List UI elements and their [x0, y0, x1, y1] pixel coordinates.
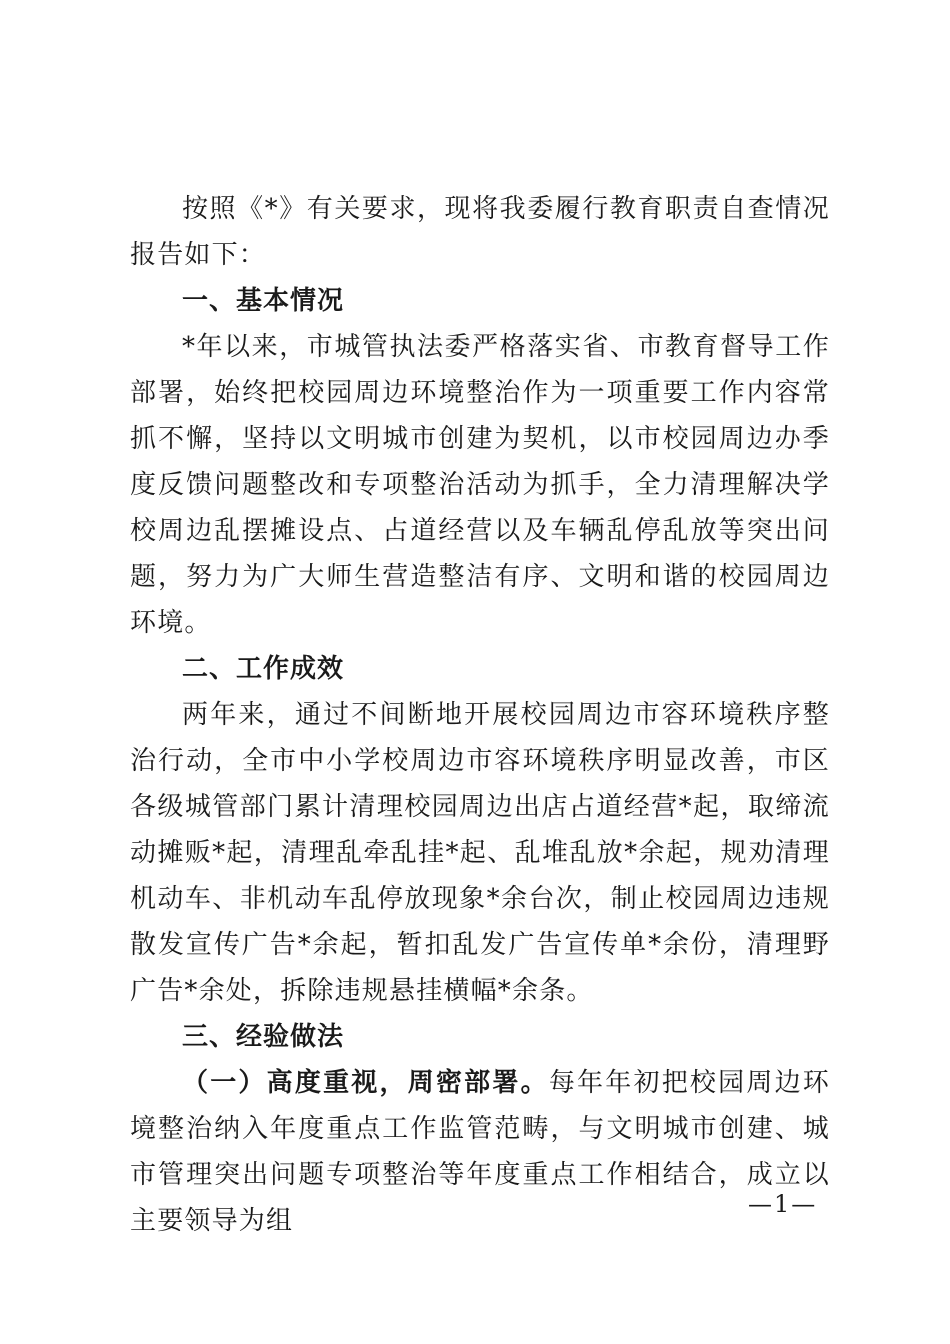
- experience-item-1-body: 每年年初把校园周边环境整治纳入年度重点工作监管范畴，与文明城市创建、城市管理突出问题专项整治等年度重点工作相结合，成立以主要领导为组: [130, 1068, 830, 1236]
- section-heading-experience: 三、经验做法: [182, 1022, 345, 1052]
- document-body: [130, 186, 830, 1244]
- basic-situation-paragraph: *年以来，市城管执法委严格落实省、市教育督导工作部署，始终把校园周边环境整治作为一项重要工作内容常抓不懈，坚持以文明城市创建为契机，以市校园周边办季度反馈问题整改和专项整治活动为抓手，全力清理解决学校周边乱摆摊设点、占道经营以及车辆乱停乱放等突出问题，努力为广大师生营造整洁有序、文明和谐的校园周边环境。: [130, 332, 830, 638]
- experience-item-1-lead: （一）高度重视，周密部署。: [182, 1068, 549, 1098]
- section-heading-work-results: 二、工作成效: [182, 654, 345, 684]
- experience-item-1-paragraph: [130, 1060, 830, 1244]
- section-heading-basic-situation: 一、基本情况: [182, 286, 345, 316]
- intro-paragraph: 按照《*》有关要求，现将我委履行教育职责自查情况报告如下：: [130, 194, 830, 270]
- work-results-paragraph: 两年来，通过不间断地开展校园周边市容环境秩序整治行动，全市中小学校周边市容环境秩序明显改善，市区各级城管部门累计清理校园周边出店占道经营*起，取缔流动摊贩*起，清理乱牵乱挂*起、乱堆乱放*余起，规劝清理机动车、非机动车乱停放现象*余台次，制止校园周边违规散发宣传广告*余起，暂扣乱发广告宣传单*余份，清理野广告*余处，拆除违规悬挂横幅*余条。: [130, 700, 830, 1006]
- page-number: —1—: [748, 1190, 818, 1218]
